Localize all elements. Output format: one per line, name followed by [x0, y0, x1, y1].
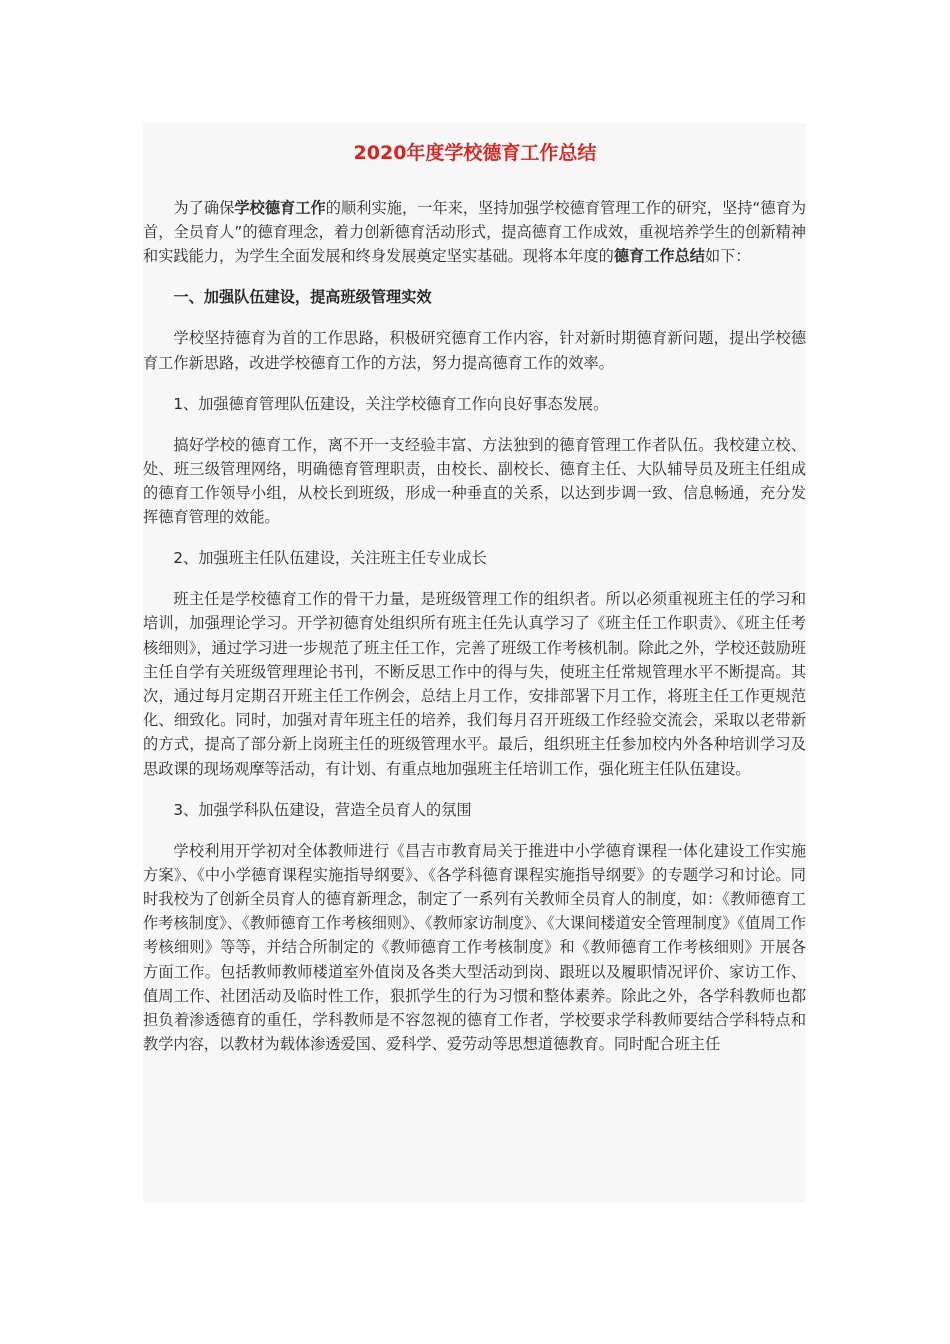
subsection3-heading: 3、加强学科队伍建设，营造全员育人的氛围 — [173, 800, 472, 819]
subsection1-paragraph: 搞好学校的德育工作，离不开一支经验丰富、方法独到的德育管理工作者队伍。我校建立校、处、班三级管理网络，明确德育管理职责，由校长、副校长、德育主任、大队辅导员及班主任组成的德育工作领导小组，从校长到班级，形成一种垂直的关系，以达到步调一致、信息畅通，充分发挥德育管理的效能。 — [143, 435, 806, 527]
intro-keyword-2: 德育工作总结 — [613, 247, 705, 266]
subsection2-heading: 2、加强班主任队伍建设，关注班主任专业成长 — [173, 549, 487, 568]
section1-intro-paragraph: 学校坚持德育为首的工作思路，积极研究德育工作内容，针对新时期德育新问题，提出学校德育工作新思路，改进学校德育工作的方法，努力提高德育工作的效率。 — [143, 329, 806, 372]
intro-text-1: 为了确保 — [173, 199, 235, 217]
intro-paragraph — [143, 196, 806, 269]
intro-text-3: 如下： — [704, 247, 751, 266]
intro-keyword-1: 学校德育工作 — [234, 199, 326, 217]
subsection1-heading: 1、加强德育管理队伍建设，关注学校德育工作向良好事态发展。 — [173, 394, 609, 413]
subsection2-paragraph: 班主任是学校德育工作的骨干力量，是班级管理工作的组织者。所以必须重视班主任的学习和培训，加强理论学习。开学初德育处组织所有班主任先认真学习了《班主任工作职责》、《班主任考核细则》，通过学习进一步规范了班主任工作，完善了班级工作考核机制。除此之外，学校还鼓励班主任自学有关班级管理理论书刊，不断反思工作中的得与失，使班主任常规管理水平不断提高。其次，通过每月定期召开班主任工作例会，总结上月工作，安排部署下月工作，将班主任工作更规范化、细致化。同时，加强对青年班主任的培养，我们每月召开班级工作经验交流会，采取以老带新的方式，提高了部分新上岗班主任的班级管理水平。最后，组织班主任参加校内外各种培训学习及思政课的现场观摩等活动，有计划、有重点地加强班主任培训工作，强化班主任队伍建设。 — [143, 590, 806, 778]
page-title: 2020年度学校德育工作总结 — [353, 142, 597, 164]
section1-heading: 一、加强队伍建设，提高班级管理实效 — [173, 288, 432, 307]
subsection3-paragraph: 学校利用开学初对全体教师进行《昌吉市教育局关于推进中小学德育课程一体化建设工作实施方案》、《中小学德育课程实施指导纲要》、《各学科德育课程实施指导纲要》的专题学习和讨论。同时我校为了创新全员育人的德育新理念，制定了一系列有关教师全员育人的制度，如：《教师德育工作考核制度》、《教师德育工作考核细则》、《教师家访制度》、《大课间楼道安全管理制度》《值周工作考核细则》等等，并结合所制定的《教师德育工作考核制度》和《教师德育工作考核细则》开展各方面工作。包括教师教师楼道室外值岗及各类大型活动到岗、跟班以及履职情况评价、家访工作、值周工作、社团活动及临时性工作，狠抓学生的行为习惯和整体素养。除此之外，各学科教师也都担负着渗透德育的重任，学科教师是不容忽视的德育工作者，学校要求学科教师要结合学科特点和教学内容，以教材为载体渗透爱国、爱科学、爱劳动等思想道德教育。同时配合班主任 — [143, 841, 806, 1054]
intro-text-2: 的顺利实施，一年来，坚持加强学校德育管理工作的研究，坚持“德育为首，全员育人”的德育理念，着力创新德育活动形式，提高德育工作成效，重视培养学生的创新精神和实践能力，为学生全面发展和终身发展奠定坚实基础。现将本年度的 — [143, 199, 807, 266]
document-body — [143, 196, 806, 1073]
